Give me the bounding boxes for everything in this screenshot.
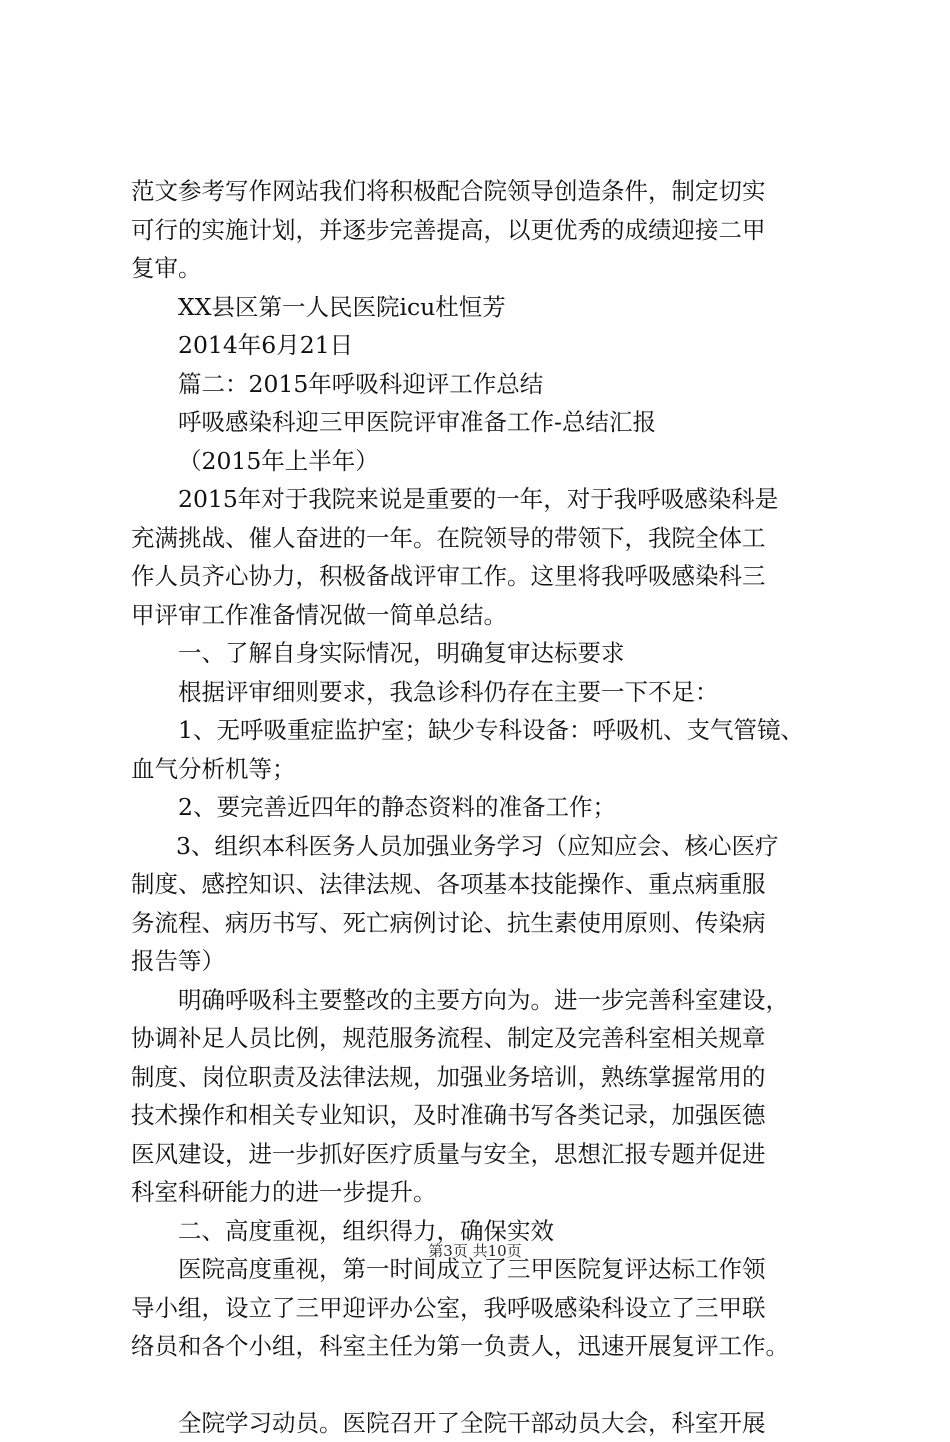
text-line: 范文参考写作网站我们将积极配合院领导创造条件，制定切实 [131,172,836,211]
text-line: 协调补足人员比例，规范服务流程、制定及完善科室相关规章 [131,1019,836,1058]
text-line: 医风建设，进一步抓好医疗质量与安全，思想汇报专题并促进 [131,1135,836,1174]
text-line: 制度、感控知识、法律法规、各项基本技能操作、重点病重服 [131,865,836,904]
text-line: （2015年上半年） [131,442,836,481]
text-line: 篇二：2015年呼吸科迎评工作总结 [131,365,836,404]
text-line: 报告等） [131,942,836,981]
text-line: 医院高度重视，第一时间成立了三甲医院复评达标工作领 [131,1250,836,1289]
text-line: 全院学习动员。医院召开了全院干部动员大会，科室开展 [131,1404,836,1442]
text-line: 二、高度重视，组织得力，确保实效 [131,1212,836,1251]
text-line: 络员和各个小组，科室主任为第一负责人，迅速开展复评工作。 [131,1327,836,1366]
text-line: 血气分析机等； [131,750,836,789]
text-line: 3、组织本科医务人员加强业务学习（应知应会、核心医疗 [131,827,836,866]
text-line: 充满挑战、催人奋进的一年。在院领导的带领下，我院全体工 [131,519,836,558]
text-line: 明确呼吸科主要整改的主要方向为。进一步完善科室建设， [131,981,836,1020]
text-line: 导小组，设立了三甲迎评办公室，我呼吸感染科设立了三甲联 [131,1289,836,1328]
text-line: 技术操作和相关专业知识，及时准确书写各类记录，加强医德 [131,1096,836,1135]
blank-line [131,1366,836,1404]
text-line: 2、要完善近四年的静态资料的准备工作； [131,788,836,827]
text-line: 2014年6月21日 [131,326,836,365]
text-line: 科室科研能力的进一步提升。 [131,1173,836,1212]
text-line: 制度、岗位职责及法律法规，加强业务培训，熟练掌握常用的 [131,1058,836,1097]
text-line: 根据评审细则要求，我急诊科仍存在主要一下不足： [131,673,836,712]
text-line: 2015年对于我院来说是重要的一年，对于我呼吸感染科是 [131,480,836,519]
text-line: 1、无呼吸重症监护室；缺少专科设备：呼吸机、支气管镜、 [131,711,836,750]
text-line: 一、了解自身实际情况，明确复审达标要求 [131,634,836,673]
text-line: 务流程、病历书写、死亡病例讨论、抗生素使用原则、传染病 [131,904,836,943]
text-line: 作人员齐心协力，积极备战评审工作。这里将我呼吸感染科三 [131,557,836,596]
text-line: 可行的实施计划，并逐步完善提高，以更优秀的成绩迎接二甲 [131,211,836,250]
text-line: 甲评审工作准备情况做一简单总结。 [131,596,836,635]
text-line: 呼吸感染科迎三甲医院评审准备工作-总结汇报 [131,403,836,442]
text-line: 复审。 [131,249,836,288]
text-line: XX县区第一人民医院icu杜恒芳 [131,288,836,327]
page-footer: 第3页 共10页 [0,1241,950,1261]
